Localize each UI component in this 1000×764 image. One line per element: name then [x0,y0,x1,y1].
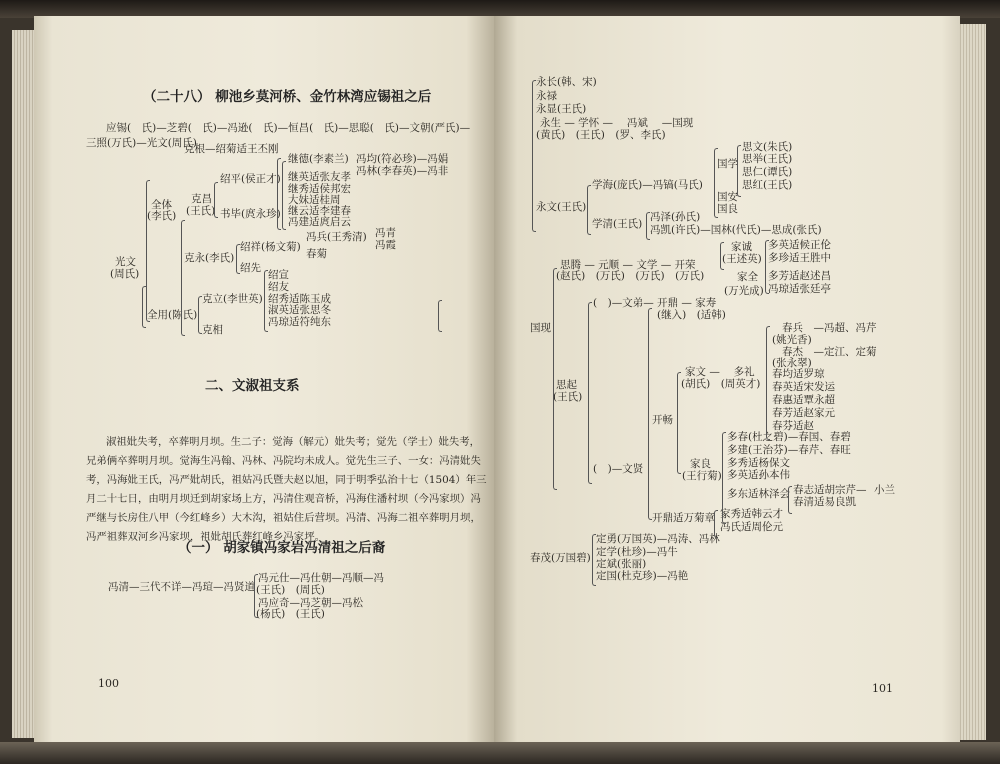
bracket-line [648,308,652,520]
genealogy-entry: 学海(庞氏)—冯镐(马氏) [592,179,703,191]
genealogy-entry: 开畅 [652,414,673,426]
genealogy-entry: ( )—文弟— 开鼎 — 家寿 [593,297,717,309]
section-heading: （二十八） 柳池乡莫河桥、金竹林湾应锡祖之后 [143,89,432,105]
bracket-line [720,242,724,270]
genealogy-entry: 多芳适赵述昌 [768,270,831,282]
genealogy-entry: (周氏) [110,268,140,280]
genealogy-entry: 思仁(谭氏) [742,166,793,178]
page-stack-left [12,30,36,738]
genealogy-entry: 思腾 — 元顺 — 文学 — 开荣 [560,259,696,271]
bracket-line [588,302,592,484]
genealogy-entry: 冯泽(孙氏) [650,211,701,223]
genealogy-entry: (李氏) [147,210,177,222]
genealogy-entry: 多珍适王胜中 [768,252,831,264]
genealogy-entry: 春惠适覃永超 [772,394,835,406]
genealogy-entry: 思文(朱氏) [742,141,793,153]
genealogy-entry: 开鼎适万菊章 [652,512,715,524]
paragraph-line: 冯严祖葬双河乡冯家坝，祖妣胡氏葬红峰乡冯家坪。 [86,531,325,543]
bracket-line [264,270,268,332]
genealogy-entry: (赵氏) (万氏) (万氏) (万氏) [556,270,705,282]
genealogy-entry: (胡氏) (周英才) [681,378,761,390]
genealogy-entry: 思红(王氏) [742,179,793,191]
genealogy-entry: 冯林(李春英)—冯非 [356,165,449,177]
genealogy-entry: 小兰 [874,484,895,496]
bracket-line [646,212,650,240]
genealogy-entry: 春清适易良凯 [793,496,856,508]
genealogy-entry: 家良 [690,458,711,470]
genealogy-entry: 光文 [115,256,136,268]
bracket-line [142,286,146,328]
genealogy-entry: (黄氏) (王氏) (罗、李氏) [536,129,666,141]
genealogy-entry: (王述英) [722,253,762,265]
genealogy-entry: 冯霞 [375,239,396,251]
bracket-line [181,220,185,336]
genealogy-entry: (杨氏) (王氏) [256,608,325,620]
genealogy-entry: 冯青 [375,227,396,239]
paragraph-line: 考，冯海妣王氏，冯严妣胡氏，祖姑冯氏暨夫赵以旭，同于明季弘治十七（1504）年三 [86,474,487,486]
genealogy-entry: 克立(李世英) [202,293,263,305]
bracket-line [714,148,718,218]
bracket-line [766,326,770,440]
genealogy-entry: 多东适林泽会 [727,488,790,500]
bracket-line [438,300,442,332]
bracket-line [198,296,202,334]
genealogy-entry: 冯应奇—冯芝朝—冯松 [258,597,363,609]
genealogy-entry: 全体 [151,199,172,211]
genealogy-entry: 克根—绍菊适王丕刚 [184,143,279,155]
genealogy-entry: 冯建适庹启云 [288,216,351,228]
bracket-line [765,240,769,294]
bracket-line [277,158,281,230]
genealogy-entry: 绍先 [240,262,261,274]
genealogy-entry: (继入) (适韩) [657,309,726,321]
genealogy-entry: 冯兵(王秀清) [306,231,367,243]
genealogy-entry: 克永(李氏) [184,252,235,264]
genealogy-entry: 春芬适赵 [772,420,814,432]
bracket-line [214,182,218,218]
subsection-title: （一） 胡家镇冯家岩冯清祖之后裔 [178,540,386,556]
bracket-line [714,510,718,538]
genealogy-entry: 冯凯(许氏)—国林(代氏)—思成(张氏) [650,224,822,236]
bracket-line [254,574,258,618]
genealogy-entry: (张永翠) [772,357,812,369]
genealogy-entry: (王行菊) [682,470,722,482]
scan-bottom-edge [0,742,1000,764]
genealogy-entry: 继德(李素兰) [288,153,349,165]
genealogy-entry: 冯清—三代不详—冯瑄—冯贤道 [108,581,255,593]
genealogy-entry: 国良 [717,203,738,215]
genealogy-entry: (姚光香) [772,334,812,346]
genealogy-entry: 多春(杜之碧)—春国、春碧 [727,431,851,443]
genealogy-entry: 春兵 —冯超、冯芹 [782,322,877,334]
genealogy-entry: 永生 — 学怀 — 冯斌 —国现 [540,117,694,129]
genealogy-entry: 三照(万氏)—光文(周氏) [86,137,197,149]
genealogy-entry: 家文 — 多礼 [685,366,755,378]
genealogy-entry: (万光成) [724,285,764,297]
genealogy-entry: 多秀适杨保文 [727,457,790,469]
bracket-line [722,432,726,524]
genealogy-entry: 思举(王氏) [742,153,793,165]
genealogy-entry: 国现 [530,322,551,334]
bracket-line [146,180,150,322]
genealogy-entry: 冯琼适符纯东 [268,316,331,328]
genealogy-entry: (王氏) (周氏) [256,584,325,596]
genealogy-entry: 定学(杜珍)—冯牛 [596,546,678,558]
genealogy-entry: 定国(杜克珍)—冯艳 [596,570,689,582]
genealogy-entry: 永文(王氏) [536,201,587,213]
bracket-line [282,161,286,230]
genealogy-entry: ( )—文贤 [593,463,644,475]
section-title: 二、文淑祖支系 [205,378,300,394]
genealogy-entry: 定斌(张丽) [596,558,647,570]
genealogy-entry: 永禄 [536,90,557,102]
genealogy-entry: 冯氏适周伦元 [720,521,783,533]
genealogy-entry: 绍友 [268,281,289,293]
genealogy-entry: 多英适孙本伟 [727,469,790,481]
bracket-line [677,372,681,474]
genealogy-entry: 家秀适韩云才 [720,508,783,520]
bracket-line [236,244,240,274]
genealogy-entry: 思起 [556,379,577,391]
page-number: 101 [872,682,893,695]
genealogy-entry: 春英适宋发运 [772,381,835,393]
genealogy-entry: 多英适候正伦 [768,239,831,251]
genealogy-entry: 永长(韩、宋) [536,76,597,88]
genealogy-entry: 继秀适侯邦宏 [288,183,351,195]
genealogy-entry: 克昌 [191,193,212,205]
genealogy-entry: 春均适罗琼 [772,368,825,380]
paragraph-line: 严继与长房住八甲（今红峰乡）大木沟，祖姑住后营坝。冯清、冯海二祖卒葬明月坝， [86,512,481,524]
paragraph-line: 兄弟俩卒葬明月坝。觉海生冯翰、冯林、冯院均未成人。觉先生三子、一女：冯清妣失 [86,455,481,467]
genealogy-entry: (王氏) [186,205,216,217]
bracket-line [737,145,741,197]
genealogy-entry: 定勇(万国英)—冯涛、冯林 [596,533,720,545]
bracket-line [532,80,536,232]
genealogy-entry: 全用(陈氏) [147,309,198,321]
genealogy-entry: 冯均(符必珍)—冯娟 [356,153,449,165]
bracket-line [592,534,596,586]
page-stack-right [958,24,986,740]
genealogy-entry: 书毕(庹永珍) [220,208,281,220]
genealogy-entry: 冯元仕—冯仕朝—冯顺—冯 [258,572,384,584]
genealogy-entry: 克相 [202,324,223,336]
bracket-line [587,185,591,235]
paragraph-line: 月二十七日，由明月坝迁到胡家场上方，冯清住观音桥，冯海住潘村坝（今冯家坝）冯 [86,493,481,505]
bracket-line [553,268,557,490]
genealogy-entry: 继云适李建春 [288,205,351,217]
genealogy-entry: 多建(王治芬)—春芹、春旺 [727,444,851,456]
genealogy-entry: 永显(王氏) [536,103,587,115]
page-number: 100 [98,677,119,690]
genealogy-entry: 继英适张友孝 [288,171,351,183]
genealogy-entry: 春菊 [306,248,327,260]
genealogy-entry: 春茂(万国碧) [530,552,591,564]
genealogy-entry: 绍秀适陈玉成 [268,293,331,305]
genealogy-entry: 春志适胡宗芹— [793,484,867,496]
bracket-line [788,486,792,514]
genealogy-entry: 春芳适赵家元 [772,407,835,419]
genealogy-entry: 应锡( 氏)—芝碧( 氏)—冯逊( 氏)—恒昌( 氏)—思聪( 氏)—文朝(严氏)— [106,122,471,134]
genealogy-entry: 春杰 —定江、定菊 [782,346,877,358]
genealogy-entry: 大妹适桂周 [288,194,341,206]
genealogy-entry: 绍平(侯正才) [220,173,281,185]
genealogy-entry: 国学 [717,158,738,170]
genealogy-entry: 绍祥(杨文菊) [240,241,301,253]
genealogy-entry: (王氏) [553,391,583,403]
genealogy-entry: 家全 [737,271,758,283]
genealogy-entry: 淑英适张思冬 [268,304,331,316]
genealogy-entry: 冯琼适张廷亭 [768,283,831,295]
paragraph-line: 淑祖妣失考，卒葬明月坝。生二子：觉海（解元）妣失考；觉先（学士）妣失考， [106,436,481,448]
genealogy-entry: 国安 [717,191,738,203]
genealogy-entry: 学清(王氏) [592,218,643,230]
genealogy-entry: 家诚 [731,241,752,253]
genealogy-entry: 绍宣 [268,269,289,281]
